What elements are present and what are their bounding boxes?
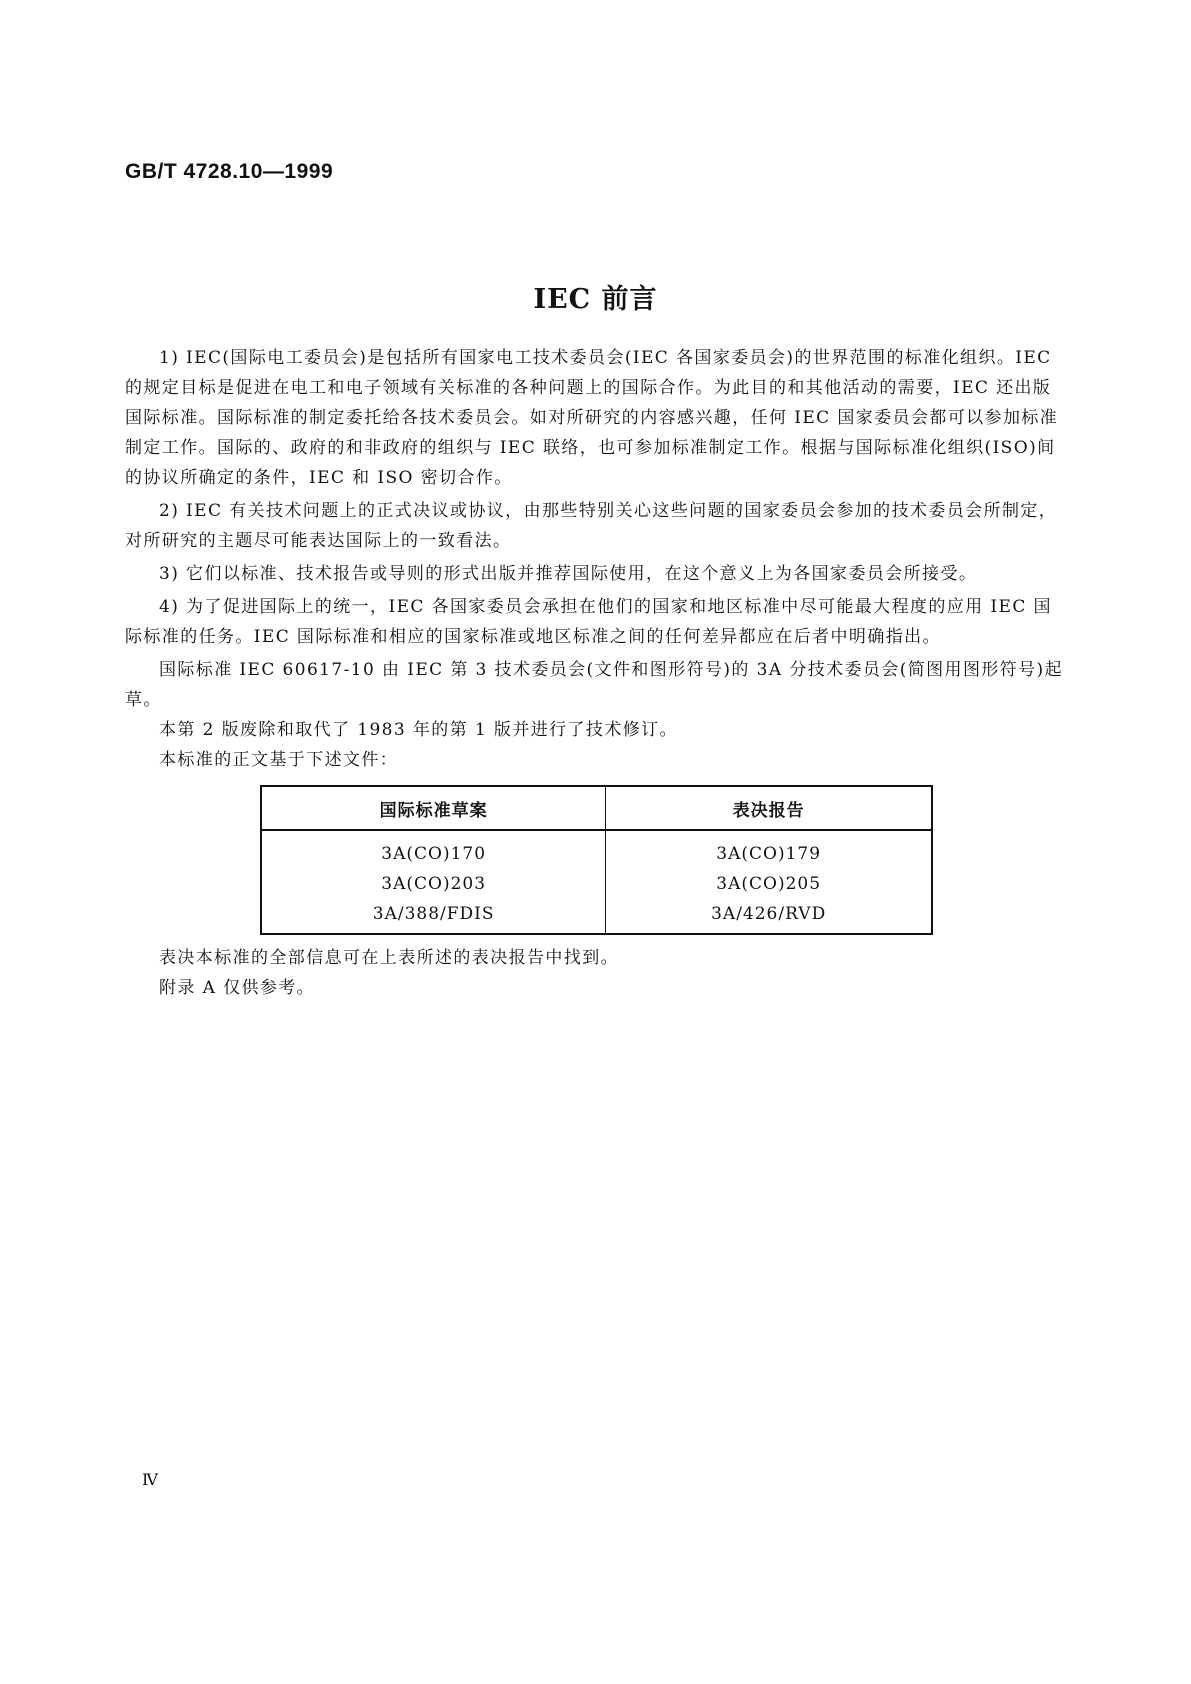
preface-body	[125, 343, 1063, 1003]
page-number: Ⅳ	[142, 1470, 158, 1489]
paragraph-9: 附录 A 仅供参考。	[159, 978, 316, 998]
paragraph-6: 本第 2 版废除和取代了 1983 年的第 1 版并进行了技术修订。	[159, 720, 678, 740]
paragraph-3: 3) 它们以标准、技术报告或导则的形式出版并推荐国际使用，在这个意义上为各国家委员会所接受。	[159, 564, 978, 584]
paragraph-4: 4) 为了促进国际上的统一，IEC 各国家委员会承担在他们的国家和地区标准中尽可能最大程度的应用 IEC 国际标准的任务。IEC 国际标准和相应的国家标准或地区标准之间的任何差异都应在后者中明确指出。	[125, 597, 1052, 647]
table-row	[261, 830, 932, 869]
table-cell: 3A(CO)170	[381, 844, 487, 864]
table-header-fdis: 国际标准草案	[261, 786, 606, 830]
paragraph-2: 2) IEC 有关技术问题上的正式决议或协议，由那些特别关心这些问题的国家委员会参加的技术委员会所制定，对所研究的主题尽可能表达国际上的一致看法。	[125, 501, 1058, 551]
paragraph-1: 1) IEC(国际电工委员会)是包括所有国家电工技术委员会(IEC 各国家委员会)的世界范围的标准化组织。IEC 的规定目标是促进在电工和电子领域有关标准的各种问题上的国际合作。为此目的和其他活动的需要，IEC 还出版国际标准。国际标准的制定委托给各技术委员会。如对所研究的内容感兴趣，任何 IEC 国家委员会都可以参加标准制定工作。国际的、政府的和非政府的组织与 IEC 联络，也可参加标准制定工作。根据与国际标准化组织(ISO)间的协议所确定的条件，IEC 和 ISO 密切合作。	[125, 348, 1059, 488]
table-row	[261, 899, 932, 934]
table-header-rvd: 表决报告	[606, 786, 932, 830]
table-header-row	[261, 786, 932, 830]
page-title: IEC 前言	[533, 284, 658, 315]
documents-table	[260, 785, 933, 935]
paragraph-7: 本标准的正文基于下述文件：	[159, 750, 399, 770]
table-cell: 3A/426/RVD	[606, 899, 932, 934]
table-cell: 3A(CO)179	[606, 830, 932, 869]
standard-code: GB/T 4728.10—1999	[125, 160, 334, 183]
table-cell: 3A(CO)203	[381, 874, 487, 894]
paragraph-5: 国际标准 IEC 60617-10 由 IEC 第 3 技术委员会(文件和图形符号)的 3A 分技术委员会(简图用图形符号)起草。	[125, 660, 1063, 710]
paragraph-8: 表决本标准的全部信息可在上表所述的表决报告中找到。	[159, 948, 619, 968]
table-cell: 3A/388/FDIS	[372, 904, 495, 924]
table-row	[261, 869, 932, 899]
table-cell: 3A(CO)205	[606, 869, 932, 899]
